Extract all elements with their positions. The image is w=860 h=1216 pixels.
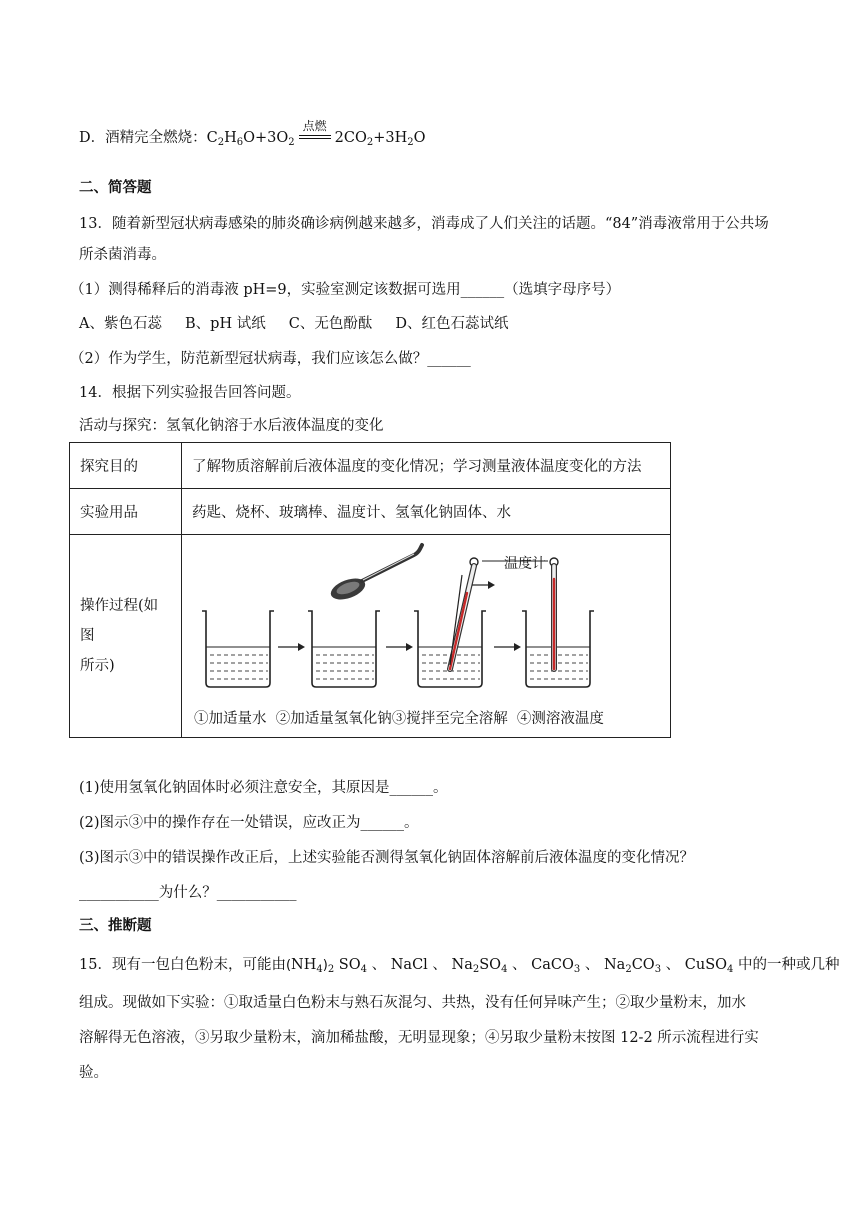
reaction-condition: 点燃 bbox=[297, 128, 333, 148]
q14-sub1: (1)使用氢氧化钠固体时必须注意安全，其原因是______。 bbox=[79, 780, 448, 796]
spoon-icon bbox=[328, 545, 422, 604]
arrow-right-icon bbox=[386, 643, 413, 651]
option-d bbox=[79, 119, 426, 148]
row-value-purpose: 了解物质溶解前后液体温度的变化情况；学习测量液体温度变化的方法 bbox=[182, 443, 671, 489]
arrow-right-icon bbox=[278, 643, 305, 651]
procedure-steps-caption: ①加适量水 ②加适量氢氧化钠③搅拌至完全溶解 ④测溶液温度 bbox=[194, 711, 604, 727]
thermometer-label: 温度计 bbox=[504, 555, 546, 571]
thermometer-icon bbox=[450, 558, 478, 669]
products: $2CO_2+3H_2O$ bbox=[334, 130, 426, 148]
table-row bbox=[70, 443, 671, 489]
table-row bbox=[70, 489, 671, 535]
q13-sub1: （1）测得稀释后的消毒液 pH=9，实验室测定该数据可选用______（选填字母序号） bbox=[70, 282, 621, 298]
compound-list: $(NH_4)_2$ $SO_4$ 、 NaCl 、 $Na_2SO_4$ 、 CaCO$_3$ 、 $Na_2CO_3$ 、 CuSO$_4$ bbox=[285, 957, 734, 975]
row-label-purpose: 探究目的 bbox=[70, 443, 182, 489]
procedure-figure-cell bbox=[182, 535, 671, 738]
section-heading-inference: 三、推断题 bbox=[79, 917, 152, 934]
arrow-right-icon bbox=[494, 643, 521, 651]
q14-activity-title: 活动与探究：氢氧化钠溶于水后液体温度的变化 bbox=[79, 418, 384, 434]
q15-stem-line1: 15．现有一包白色粉末，可能由$(NH_4)_2$ $SO_4$ 、 NaCl 、 $Na_2SO_4$ 、 CaCO$_3$ 、 $Na_2CO_3$ 、 CuSO$_4$ 中的一种或几种 bbox=[79, 957, 840, 975]
q13-options: A、紫色石蕊 B、pH 试纸 C、无色酚酞 D、红色石蕊试纸 bbox=[79, 316, 509, 332]
beaker-icon bbox=[202, 611, 274, 687]
q13-stem-line1: 13．随着新型冠状病毒感染的肺炎确诊病例越来越多，消毒成了人们关注的话题。“84”消毒液常用于公共场 bbox=[79, 216, 769, 232]
q14-stem: 14．根据下列实验报告回答问题。 bbox=[79, 385, 301, 401]
experiment-report-table bbox=[69, 442, 671, 738]
reactants: $C_2H_6O+3O_2$ bbox=[206, 130, 295, 148]
row-value-materials: 药匙、烧杯、玻璃棒、温度计、氢氧化钠固体、水 bbox=[182, 489, 671, 535]
q15-stem-line3: 溶解得无色溶液，③另取少量粉末，滴加稀盐酸，无明显现象；④另取少量粉末按图 12-2 所示流程进行实 bbox=[79, 1030, 759, 1046]
q14-sub3-blanks: ___________为什么？___________ bbox=[79, 885, 297, 901]
beaker-icon bbox=[414, 611, 486, 687]
section-heading-short-answer: 二、简答题 bbox=[79, 179, 152, 196]
q14-sub3: (3)图示③中的错误操作改正后，上述实验能否测得氢氧化钠固体溶解前后液体温度的变化情况？ bbox=[79, 850, 695, 866]
thermometer-icon bbox=[550, 558, 558, 669]
q15-stem-line4: 验。 bbox=[79, 1065, 108, 1081]
table-row bbox=[70, 535, 671, 738]
q13-stem-line2: 所杀菌消毒。 bbox=[79, 247, 166, 263]
q15-stem-line2: 组成。现做如下实验：①取适量白色粉末与熟石灰混匀、共热，没有任何异味产生；②取少量粉末，加水 bbox=[79, 995, 746, 1011]
beaker-icon bbox=[308, 611, 380, 687]
beaker-icon bbox=[522, 611, 594, 687]
q14-sub2: (2)图示③中的操作存在一处错误，应改正为______。 bbox=[79, 815, 419, 831]
stir-arrow-icon bbox=[472, 581, 495, 589]
row-label-procedure: 操作过程(如图 所示) bbox=[70, 535, 182, 738]
q13-sub2: （2）作为学生，防范新型冠状病毒，我们应该怎么做？______ bbox=[70, 351, 471, 367]
row-label-materials: 实验用品 bbox=[70, 489, 182, 535]
option-d-label: D．酒精完全燃烧： bbox=[79, 130, 207, 146]
